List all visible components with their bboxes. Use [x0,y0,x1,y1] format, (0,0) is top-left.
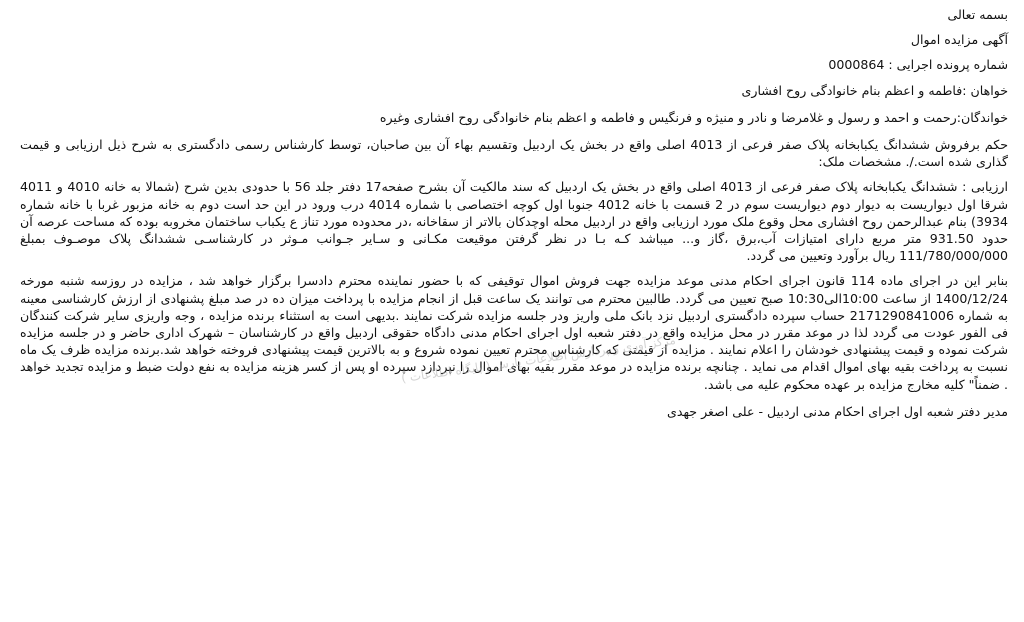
appraisal-paragraph: ارزیابی : ششدانگ یکبابخانه پلاک صفر فرعی از 4013 اصلی واقع در بخش یک اردبیل که سند مالکیت آن بشرح صفحه17 دفتر جلد 56 با حدودی بدین شرح (شمالا به خانه 4010 و 4011 شرقا اول دیواریست به دیوار دوم دیواریست سوم در 2 قسمت با خانه 4012 جنوبا اول کوچه اختصاصی با شماره 4014 درب ورود در این حد است دوم به خانه مزبور غربا با خانه شماره 3934) بنام عبدالرحمن روح افشاری محل وقوع ملک مورد ارزیابی واقع در اردبیل محله اوچدکان بالاتر از سقاخانه ،در محدوده مورد تناز ع یکباب ساختمان مخروبه بوده که مساحت عرصه آن حدود 931.50 متر مربع دارای امتیازات آب،برق ،گاز و... میباشد کـه بـا در نظر گرفتن موقیعت مکـانی و سـایر جـوانب مـوثر در کارشناسـی ششدانگ پلاک موصـوف بمبلغ 111/780/000/000 ریال برآورد وتعیین می گردد. [20,179,1009,264]
auction-notice-document [20,6,1008,420]
auction-terms-paragraph: بنابر این در اجرای ماده 114 قانون اجرای احکام مدنی موعد مزایده جهت فروش اموال توقیفی که با حضور نماینده محترم دادسرا برگزار خواهد شد ، مزایده در روزسه شنبه مورخه 1400/12/24 از ساعت 10:00الی10:30 صبح تعیین می گردد. طالبین محترم می توانند یک ساعت قبل از انجام مزایده با پرداخت میزان ده در صد مبلغ پشنهادی از ارزش کارشناسی معینه به شماره 2171290841006 حساب سپرده دادگستری اردبیل نزد بانک ملی واریز ودر جلسه مزایده شرکت نمایند .بدیهی است به استثناء برنده مزایده ، وجه واریزی سایر شرکت کنندگان فی الفور عودت می گردد لذا در موعد مقرر در محل مزایده واقع در دفتر شعبه اول اجرای احکام مدنی دادگاه حقوقی اردبیل واقع در کارشناسان – شهرک اداری حاضر و در جلسه مزایده شرکت نموده و قیمت پیشنهادی خودشان را اعلام نمایند . مزایده از قیمتی که کارشناس محترم تعیین نموده شروع و به بالاترین قیمت پیشنهادی فروخته خواهد شد.برنده مزایده ظرف یک ماه نسبت به پرداخت بقیه بهای اموال اقدام می نماید . چنانچه برنده مزایده در موعد مقرر بقیه بهای اموال را نپردازد سپرده او پس از کسر هزینه مزایده به نفع دولت ضبط و مزایده تجدید خواهد . ضمناً" کلیه مخارج مزایده بر عهده محکوم علیه می باشد. [20,273,1008,392]
signature-line: مدیر دفتر شعبه اول اجرای احکام مدنی اردبیل - علی اصغر جهدی [667,403,1008,419]
watermark-text: مرکز آوری و پردازش اطلاعات پارس ( پایگاه اطلاعات ) [400,332,677,386]
ruling-paragraph: حکم برفروش ششدانگ یکبابخانه پلاک صفر فرعی از 4013 اصلی واقع در بخش یک اردبیل وتقسیم بهاء آن بین صاحبان، توسط کارشناس رسمی دادگستری به شرح ذیل ارزیابی و قیمت گذاری شده است./. مشخصات ملک: [20,137,1008,170]
defendants-line: خواندگان:رحمت و احمد و رسول و غلامرضا و نادر و منیژه و فرنگیس و فاطمه و اعظم بنام خانوادگی روح افشاری وغیره [379,109,1008,125]
basmala: بسمه تعالی [947,7,1008,22]
plaintiff-line: خواهان :فاطمه و اعظم بنام خانوادگی روح افشاری [741,82,1008,98]
case-number: شماره پرونده اجرایی : 0000864 [828,57,1008,73]
notice-heading: آگهی مزایده اموال [910,32,1008,48]
